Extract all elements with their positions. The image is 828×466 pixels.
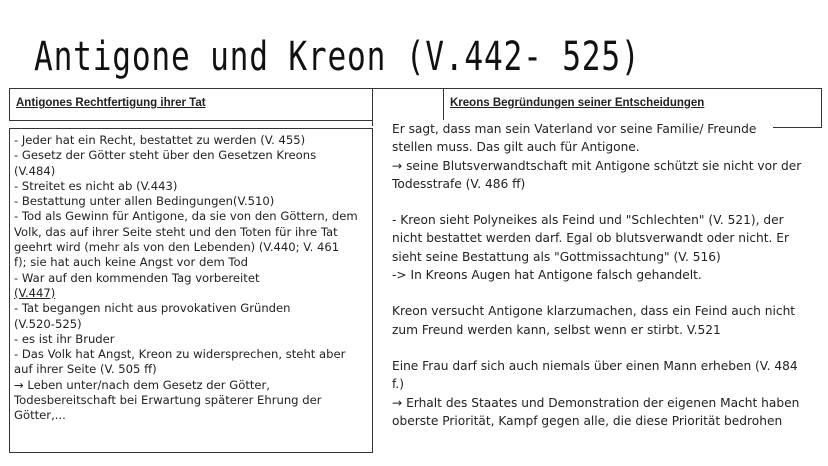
paragraph-line: Kreon versucht Antigone klarzumachen, dass ein Feind auch nicht [392,304,796,319]
list-item: Todesbereitschaft bei Erwartung späterer Ehrung der [14,393,322,408]
paragraph-line: sieht seine Bestattung als "Gottmissachtung" (V. 516) [392,249,721,264]
right-left-border [372,88,373,126]
list-item: - Das Volk hat Angst, Kreon zu widersprechen, steht aber [14,347,346,362]
paragraph-line: - Kreon sieht Polyneikes als Feind und "Schlechten" (V. 521), der [392,213,784,228]
list-item: (V.520-525) [14,316,82,331]
paragraph-line: oberste Priorität, Kampf gegen alle, die diese Priorität bedrohen [392,413,783,428]
list-item: auf ihrer Seite (V. 505 ff) [14,362,157,377]
list-item: - War auf den kommenden Tag vorbereitet [14,270,260,285]
left-column-heading: Antigones Rechtfertigung ihrer Tat [16,97,206,109]
right-heading-divider [443,88,444,120]
paragraph-line: stellen muss. Das gilt auch für Antigone. [392,140,640,155]
list-item: Volk, das auf ihrer Seite steht und den Toten für ihre Tat [14,224,338,239]
paragraph-line: nicht bestattet werden darf. Egal ob blutsverwandt oder nicht. Er [392,231,790,246]
paragraph-line: f.) [392,377,405,392]
list-item: → Leben unter/nach dem Gesetz der Götter, [14,377,270,392]
paragraph-line: Er sagt, dass man sein Vaterland vor seine Familie/ Freunde [392,122,757,136]
page-title: Antigone und Kreon (V.442- 525) [34,34,641,80]
list-item: geehrt wird (mehr als von den Lebenden) (V.440; V. 461 [14,240,340,255]
list-item: f); sie hat auch keine Angst vor dem Tod [14,255,248,270]
list-item: Götter,... [14,408,66,423]
list-item: (V.484) [14,163,56,178]
paragraph-line: Todesstrafe (V. 486 ff) [392,176,526,191]
list-item: - Gesetz der Götter steht über den Gesetzen Kreons [14,148,317,163]
list-item: - es ist ihr Bruder [14,331,115,346]
paragraph-line: → Erhalt des Staates und Demonstration der eigenen Macht haben [392,395,800,410]
paragraph-line: zum Freund werden kann, selbst wenn er stirbt. V.521 [392,322,721,337]
list-item: (V.447) [14,285,56,300]
paragraph-line: → seine Blutsverwandtschaft mit Antigone schützt sie nicht vor der [392,158,802,173]
list-item: - Bestattung unter allen Bedingungen(V.510) [14,194,275,209]
left-divider [9,120,373,121]
right-text [392,120,822,430]
list-item: - Streitet es nicht ab (V.443) [14,178,178,193]
list-item: - Jeder hat ein Recht, bestattet zu werden (V. 455) [14,133,306,147]
paragraph-line: -> In Kreons Augen hat Antigone falsch gehandelt. [392,268,702,283]
list-item: - Tod als Gewinn für Antigone, da sie von den Göttern, dem [14,209,358,224]
right-column-heading: Kreons Begründungen seiner Entscheidungen [450,97,705,109]
right-top-border [372,88,822,89]
paragraph-line: Eine Frau darf sich auch niemals über einen Mann erheben (V. 484 [392,358,798,373]
list-item: - Tat begangen nicht aus provokativen Gründen [14,301,291,316]
left-list [14,133,370,424]
